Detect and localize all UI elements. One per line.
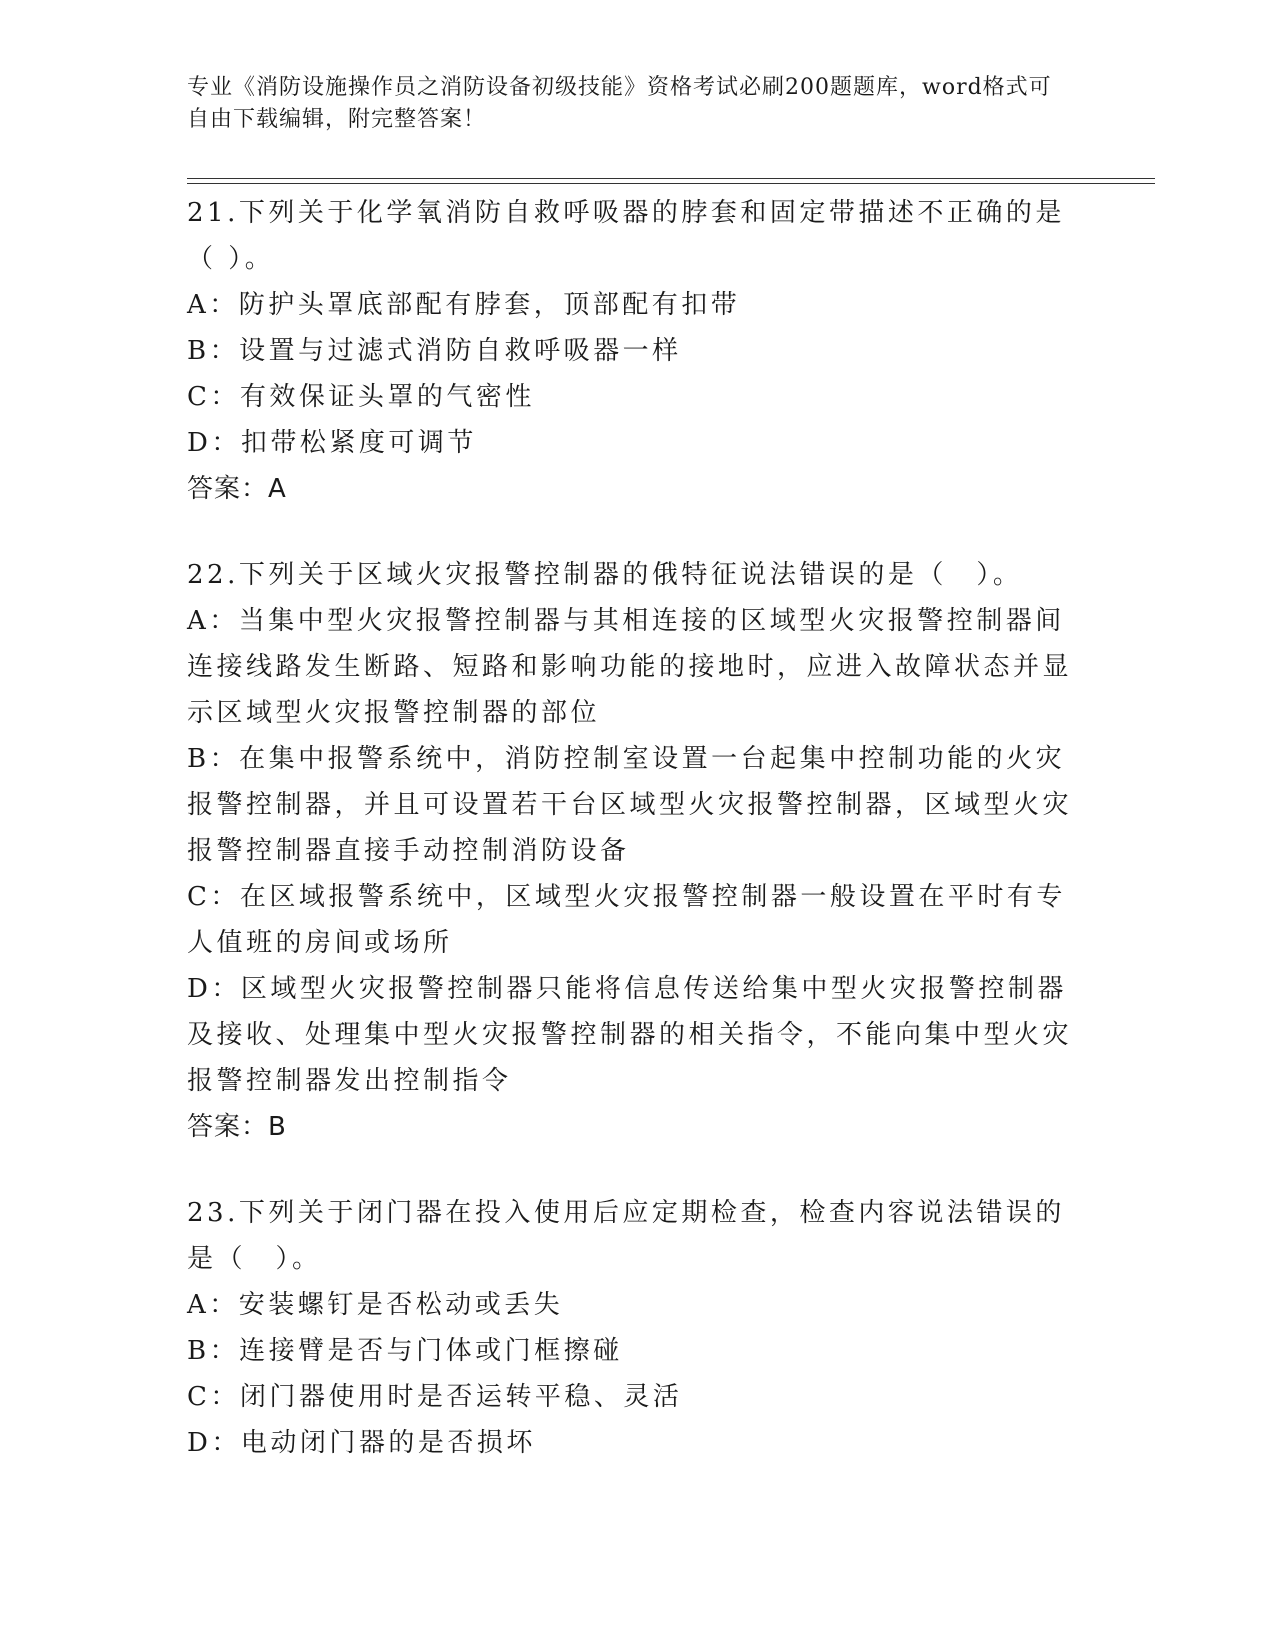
option-a: A：防护头罩底部配有脖套，顶部配有扣带 bbox=[187, 290, 741, 320]
header-divider bbox=[187, 178, 1155, 179]
question-stem: 21.下列关于化学氧消防自救呼吸器的脖套和固定带描述不正确的是（ ）。 bbox=[187, 198, 1065, 274]
answer-line: 答案：A bbox=[187, 474, 287, 504]
option-b: B：设置与过滤式消防自救呼吸器一样 bbox=[187, 336, 682, 366]
option-a: A：当集中型火灾报警控制器与其相连接的区域型火灾报警控制器间连接线路发生断路、短路和影响功能的接地时，应进入故障状态并显示区域型火灾报警控制器的部位 bbox=[187, 606, 1073, 728]
question-21 bbox=[187, 190, 1077, 512]
option-c: C：闭门器使用时是否运转平稳、灵活 bbox=[187, 1382, 683, 1412]
option-d: D：区域型火灾报警控制器只能将信息传送给集中型火灾报警控制器及接收、处理集中型火灾报警控制器的相关指令，不能向集中型火灾报警控制器发出控制指令 bbox=[187, 974, 1073, 1096]
option-c: C：有效保证头罩的气密性 bbox=[187, 382, 535, 412]
question-stem: 23.下列关于闭门器在投入使用后应定期检查，检查内容说法错误的是（ ）。 bbox=[187, 1198, 1065, 1274]
answer-line: 答案：B bbox=[187, 1112, 287, 1142]
option-b: B：在集中报警系统中，消防控制室设置一台起集中控制功能的火灾报警控制器，并且可设置若干台区域型火灾报警控制器，区域型火灾报警控制器直接手动控制消防设备 bbox=[187, 744, 1073, 866]
option-a: A：安装螺钉是否松动或丢失 bbox=[187, 1290, 564, 1320]
option-d: D：电动闭门器的是否损坏 bbox=[187, 1428, 536, 1458]
option-b: B：连接臂是否与门体或门框擦碰 bbox=[187, 1336, 623, 1366]
document-header: 专业《消防设施操作员之消防设备初级技能》资格考试必刷200题题库，word格式可自由下载编辑，附完整答案！ bbox=[187, 75, 1052, 132]
question-list bbox=[187, 190, 1077, 1506]
option-d: D：扣带松紧度可调节 bbox=[187, 428, 477, 458]
question-22 bbox=[187, 552, 1077, 1150]
option-c: C：在区域报警系统中，区域型火灾报警控制器一般设置在平时有专人值班的房间或场所 bbox=[187, 882, 1066, 958]
question-stem: 22.下列关于区域火灾报警控制器的俄特征说法错误的是（ ）。 bbox=[187, 560, 1023, 590]
question-23 bbox=[187, 1190, 1077, 1466]
header-divider-secondary bbox=[187, 183, 1155, 184]
